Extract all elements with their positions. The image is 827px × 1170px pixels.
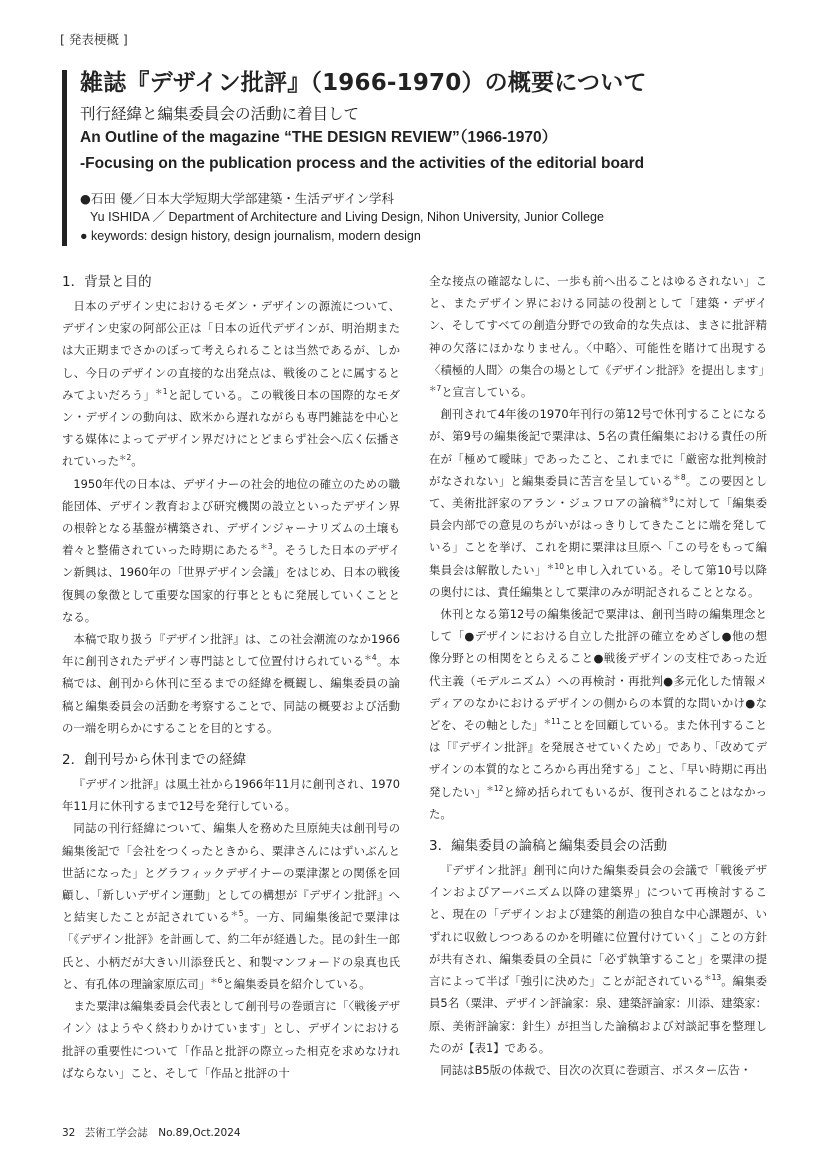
keywords: ● keywords: design history, design journalism, modern design — [80, 229, 421, 243]
right-column — [429, 270, 770, 1081]
section-2-paragraph-5: 休刊となる第12号の編集後記で粟津は、創刊当時の編集理念として「●デザインにおける自立した批評の確立をめざし●他の想像分野との相関をとらえること●戦後デザインの支柱であった近代主義（モデルニズム）への再検討・再批判●多元化した情報メディアのなかにおけるデザインの側からの本質的な問いかけ●などを、その軸とした」$^{*11}$ことを回顧している。また休刊することは「『デザイン批評』を発展させていくため」であり、「改めてデザインの本質的なところから再出発する」こと、「早い時期に再出発したい」$^{*12}$と締め括られてもいるが、復刊されることはなかった。 — [429, 607, 767, 821]
section-1-paragraph-1: 日本のデザイン史におけるモダン・デザインの源流について、デザイン史家の阿部公正は「日本の近代デザインが、明治期または大正期までさかのぼって考えられることは当然であるが、しかし、今日のデザインの直接的な出発点は、戦後のことに属するとみてよいだろう」$^{*1}$と記している。この戦後日本の国際的なモダン・デザインの動向は、欧米から遅れながらも専門雑誌を中心とする媒体によってデザイン界だけにとどまらず社会へ広く伝播されていった$^{*2}$。 — [62, 299, 400, 469]
page-footer — [62, 1125, 241, 1140]
section-1-paragraph-2: 1950年代の日本は、デザイナーの社会的地位の確立のための職能団体、デザイン教育および研究機関の設立といったデザイン界の根幹となる基盤が構築され、デザインジャーナリズムの土壌も着々と整備されていった時期にあたる$^{*3}$。そうした日本のデザイン新興は、1960年の「世界デザイン会議」をはじめ、日本の戦後復興の象徴として重要な国家的行事とともに発展していくこととなる。 — [62, 476, 400, 624]
section-1-heading: 1．背景と目的 — [62, 274, 152, 290]
page-number: 32 — [62, 1127, 76, 1139]
author-english: Yu ISHIDA ／ Department of Architecture and Living Design, Nihon University, Junior College — [90, 210, 604, 224]
footnote-ref: ＊2 — [118, 453, 132, 463]
footnote-ref: ＊7 — [429, 384, 442, 394]
english-title-line-1: An Outline of the magazine “THE DESIGN REVIEW”（1966-1970） — [80, 129, 558, 146]
section-2-paragraph-4: 創刊されて4年後の1970年刊行の第12号で休刊することになるが、第9号の編集後記で粟津は、5名の責任編集における責任の所在が「極めて曖昧」であったこと、これまでに「厳密な批判検討がなされない」と編集委員に苦言を呈している$^{*8}$。この要因として、美術批評家のアラン・ジュフロアの論稿$^{*9}$に対して「編集委員会内部での意見のちがいがはっきりしてきたことに端を発している」ことを挙げ、これを期に粟津は旦原へ「この号をもって編集員会は解散したい」$^{*10}$と申し入れている。そして第10号以降の奥付には、責任編集として粟津のみが明記されることとなる。 — [429, 407, 768, 599]
left-column — [62, 270, 400, 1084]
section-2-paragraph-3-continued: 全な接点の確認なしに、一歩も前へ出ることはゆるされない」こと、またデザイン界における同誌の役割として「建築・デザイン、そしてすべての創造分野での致命的な失点は、まさに批評精神の欠落にほかなりません。〈中略〉、可能性を賭けて出現する〈積極的人間〉の集合の場として《デザイン批評》を提出します」$^{*7}$と宣言している。 — [429, 274, 770, 400]
footnote-ref: ＊3 — [260, 542, 273, 552]
section-2-paragraph-3: また粟津は編集委員会代表として創刊号の巻頭言に「〈戦後デザイン〉はようやく終わりかけています」とし、デザインにおける批評の重要性について「作品と批評の際立った相克を求めなければならない」こと、そして「作品と批評の十 — [62, 999, 400, 1080]
footnote-ref: ＊11 — [543, 717, 561, 727]
title-block — [80, 66, 780, 246]
footnote-ref: ＊10 — [546, 561, 565, 571]
section-3-heading: 3．編集委員の論稿と編集委員会の活動 — [429, 838, 668, 855]
section-2-paragraph-2: 同誌の刊行経緯について、編集人を務めた旦原純夫は創刊号の編集後記で「会社をつくったときから、粟津さんにはずいぶんと世話になった」とグラフィックデザイナーの粟津潔との関係を回顧し、「新しいデザイン運動」としての構想が『デザイン批評』へと結実したことが記されている$^{*5}$。一方、同編集後記で粟津は「《デザイン批評》を計画して、約二年が経過した。昆の針生一郎氏と、小柄だが大きい川添登氏と、和製マンフォードの泉真也氏と、有孔体の理論家原広司」$^{*6}$と編集委員を紹介している。 — [62, 821, 400, 991]
category-label: [ 発表梗概 ] — [60, 32, 128, 47]
footnote-ref: ＊8 — [673, 473, 686, 483]
footnote-ref: ＊12 — [486, 783, 504, 793]
author-japanese: ●石田 優／日本大学短期大学部建築・生活デザイン学科 — [80, 191, 395, 206]
page-title: 雑誌『デザイン批評』（1966-1970）の概要について — [80, 70, 647, 96]
journal-info: 芸術工学会誌 No.89,Oct.2024 — [84, 1127, 241, 1139]
footnote-ref: ＊9 — [661, 495, 674, 505]
section-2-paragraph-1: 『デザイン批評』は風土社から1966年11月に創刊され、1970年11月に休刊するまで12号を発行している。 — [62, 777, 400, 814]
section-3-paragraph-2: 同誌はB5版の体裁で、目次の次頁に巻頭言、ポスター広告・ — [440, 1062, 752, 1077]
footnote-ref: ＊13 — [704, 973, 722, 983]
footnote-ref: ＊6 — [210, 976, 223, 986]
title-accent-bar — [62, 70, 67, 246]
english-title-line-2: -Focusing on the publication process and the activities of the editorial board — [80, 155, 645, 172]
footnote-ref: ＊1 — [155, 387, 168, 397]
section-3-paragraph-1: 『デザイン批評』創刊に向けた編集委員会の会議で「戦後デザインおよびアーバニズム以降の建築界」について再検討すること、現在の「デザインおよび建築的創造の独自な中心課題が、いずれに収斂しつつあるのかを明確に位置付けていく」ことの方針が共有され、編集委員の全員に「必ず執筆すること」を粟津の提言によって半ば「強引に決めた」ことが記されている$^{*13}$。編集委員5名（粟津、デザイン評論家：泉、建築評論家：川添、建築家：原、美術評論家：針生）が担当した論稿および対談記事を整理したのが【表1】である。 — [429, 863, 767, 1055]
page-subtitle: 刊行経緯と編集委員会の活動に着目して — [80, 105, 360, 123]
footnote-ref: ＊4 — [364, 653, 377, 663]
section-1-paragraph-3: 本稿で取り扱う『デザイン批評』は、この社会潮流のなか1966年に創刊されたデザイン専門誌として位置付けられている$^{*4}$。本稿では、創刊から休刊に至るまでの経緯を概観し、編集委員の論稿と編集委員会の活動を考察することで、同誌の概要および活動の一端を明らかにすることを目的とする。 — [62, 632, 400, 735]
footnote-ref: ＊5 — [230, 909, 244, 919]
author-block — [80, 189, 780, 246]
section-2-heading: 2．創刊号から休刊までの経緯 — [62, 752, 247, 769]
